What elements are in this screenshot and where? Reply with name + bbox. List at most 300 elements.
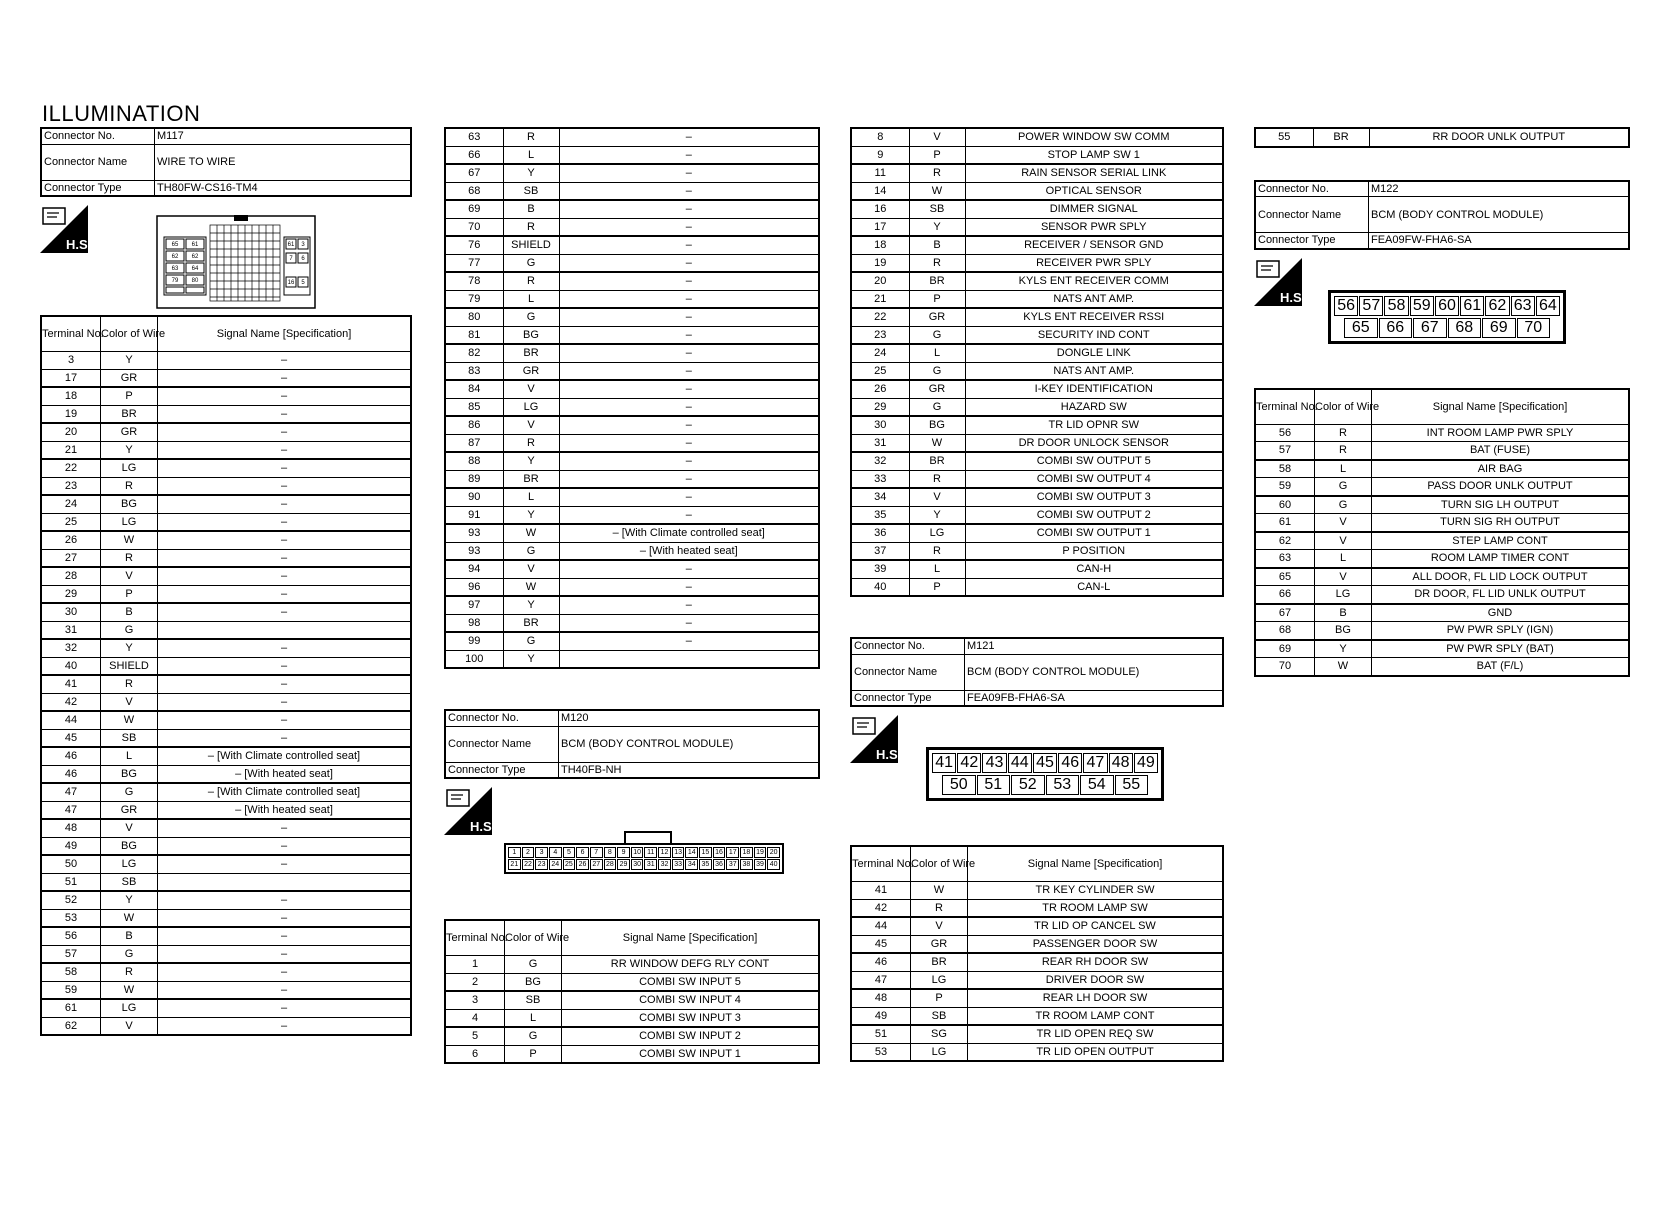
table-row [1255, 550, 1629, 568]
table-row [41, 945, 411, 963]
terminal-no-cell: 58 [1255, 460, 1315, 478]
connector-pin: 54 [1080, 775, 1114, 795]
connector-type-value: TH40FB-NH [559, 762, 820, 778]
signal-name-cell: – [559, 488, 819, 506]
harness-side-icon [850, 715, 902, 763]
terminal-no-cell: 46 [41, 747, 101, 765]
terminal-no-cell: 84 [445, 380, 503, 398]
wire-color-cell: Y [503, 164, 559, 182]
table-row [41, 369, 411, 387]
table-row [445, 362, 819, 380]
wire-color-cell: V [503, 560, 559, 578]
table-row [445, 182, 819, 200]
signal-name-cell: – [559, 578, 819, 596]
wire-color-cell: LG [101, 459, 158, 477]
wire-color-cell: SHIELD [503, 236, 559, 254]
wire-color-cell: GR [101, 801, 158, 819]
table-row [851, 899, 1223, 917]
terminal-no-cell: 29 [41, 585, 101, 603]
wire-color-cell: R [909, 164, 965, 182]
terminal-no-cell: 70 [1255, 658, 1315, 676]
wire-color-cell: LG [503, 398, 559, 416]
table-row [41, 927, 411, 945]
table-row [41, 603, 411, 621]
signal-name-cell: COMBI SW OUTPUT 1 [965, 524, 1223, 542]
terminal-no-cell: 79 [445, 290, 503, 308]
signal-name-cell: – [158, 711, 412, 729]
signal-name-cell: – [158, 657, 412, 675]
terminal-no-cell: 27 [41, 549, 101, 567]
svg-text:5: 5 [301, 280, 305, 286]
hs-label: H.S. [876, 747, 902, 762]
table-row [445, 416, 819, 434]
wire-color-cell: Y [503, 506, 559, 524]
terminal-no-cell: 59 [1255, 478, 1315, 496]
terminal-no-cell: 68 [445, 182, 503, 200]
connector-pin: 56 [1334, 296, 1358, 316]
table-row [41, 765, 411, 783]
terminal-no-cell: 82 [445, 344, 503, 362]
signal-name-cell: – [559, 326, 819, 344]
signal-name-cell: RECEIVER / SENSOR GND [965, 236, 1223, 254]
terminal-no-cell: 49 [851, 1007, 911, 1025]
table-row [851, 362, 1223, 380]
connector-pin: 65 [1344, 318, 1378, 338]
table-row [1255, 460, 1629, 478]
signal-name-cell: BAT (FUSE) [1372, 442, 1630, 460]
signal-name-cell: – [559, 560, 819, 578]
signal-name-cell: – [158, 909, 412, 927]
wire-color-cell: GR [503, 362, 559, 380]
table-row [445, 470, 819, 488]
terminal-no-cell: 56 [1255, 424, 1315, 442]
m120-connector-view [444, 779, 820, 919]
wire-color-cell: BG [909, 416, 965, 434]
signal-name-cell: ALL DOOR, FL LID LOCK OUTPUT [1372, 568, 1630, 586]
wire-color-cell: G [101, 621, 158, 639]
connector-pin: 18 [740, 847, 753, 858]
wire-color-cell: GR [909, 380, 965, 398]
connector-pin: 42 [957, 753, 981, 773]
wire-color-cell: V [503, 380, 559, 398]
signal-name-cell: DR DOOR, FL LID UNLK OUTPUT [1372, 586, 1630, 604]
wire-color-cell: W [101, 909, 158, 927]
table-row [445, 650, 819, 668]
table-row [445, 326, 819, 344]
table-row [41, 891, 411, 909]
connector-pin: 8 [604, 847, 617, 858]
terminal-no-cell: 9 [851, 146, 909, 164]
table-row [1255, 424, 1629, 442]
connector-pin: 1 [508, 847, 521, 858]
terminal-no-cell: 93 [445, 542, 503, 560]
signal-name-cell: TR LID OPNR SW [965, 416, 1223, 434]
terminal-no-cell: 32 [41, 639, 101, 657]
table-row [445, 632, 819, 650]
signal-name-cell: P POSITION [965, 542, 1223, 560]
connector-no-label: Connector No. [1255, 181, 1369, 197]
m121-connector-face [926, 747, 1164, 801]
table-row [851, 1007, 1223, 1025]
terminal-no-cell: 41 [41, 675, 101, 693]
wire-color-cell: LG [101, 855, 158, 873]
wire-color-cell: R [909, 542, 965, 560]
table-row [41, 747, 411, 765]
table-row [1255, 442, 1629, 460]
wire-color-cell: W [101, 711, 158, 729]
wire-color-cell: V [1315, 514, 1372, 532]
signal-name-cell: – [559, 146, 819, 164]
wire-color-cell: R [503, 434, 559, 452]
table-row [851, 416, 1223, 434]
wire-color-cell: G [909, 326, 965, 344]
wire-color-cell: B [1315, 604, 1372, 622]
wire-color-cell: P [101, 387, 158, 405]
terminal-no-cell: 77 [445, 254, 503, 272]
connector-no-label: Connector No. [851, 638, 965, 654]
terminal-no-cell: 96 [445, 578, 503, 596]
hs-label: H.S. [470, 819, 496, 834]
connector-pin: 60 [1435, 296, 1459, 316]
terminal-no-cell: 81 [445, 326, 503, 344]
signal-name-cell: – [559, 182, 819, 200]
wire-color-cell: V [101, 819, 158, 837]
signal-name-cell: NATS ANT AMP. [965, 362, 1223, 380]
terminal-no-cell: 44 [851, 917, 911, 935]
signal-name-cell: – [158, 639, 412, 657]
terminal-no-cell: 35 [851, 506, 909, 524]
wire-color-cell: R [911, 899, 968, 917]
signal-name-cell: – [559, 362, 819, 380]
table-row [41, 549, 411, 567]
table-row [445, 236, 819, 254]
table-row [445, 380, 819, 398]
terminal-no-header: Terminal No. [445, 920, 505, 956]
connector-pin: 29 [617, 859, 630, 870]
table-row [851, 560, 1223, 578]
table-row [851, 236, 1223, 254]
signal-name-cell: STEP LAMP CONT [1372, 532, 1630, 550]
svg-text:62: 62 [171, 254, 179, 260]
terminal-no-cell: 32 [851, 452, 909, 470]
column-3 [850, 127, 1224, 1062]
signal-name-cell: PW PWR SPLY (IGN) [1372, 622, 1630, 640]
connector-pin: 13 [672, 847, 685, 858]
table-row [41, 1017, 411, 1035]
signal-name-cell: – [559, 218, 819, 236]
terminal-no-cell: 44 [41, 711, 101, 729]
wire-color-cell: B [101, 927, 158, 945]
signal-name-cell: – [559, 200, 819, 218]
terminal-no-cell: 70 [445, 218, 503, 236]
svg-text:65: 65 [171, 242, 179, 248]
table-row [445, 1009, 819, 1027]
terminal-no-cell: 100 [445, 650, 503, 668]
connector-pin: 3 [535, 847, 548, 858]
connector-type-value: FEA09FB-FHA6-SA [965, 690, 1224, 706]
svg-text:6: 6 [301, 256, 305, 262]
signal-name-cell: – [158, 477, 412, 495]
terminal-no-cell: 3 [41, 352, 101, 370]
connector-name-value: BCM (BODY CONTROL MODULE) [1369, 197, 1630, 233]
connector-pin: 9 [617, 847, 630, 858]
terminal-no-cell: 3 [445, 991, 505, 1009]
svg-text:3: 3 [301, 242, 305, 248]
wire-color-cell: G [503, 308, 559, 326]
terminal-no-cell: 37 [851, 542, 909, 560]
wire-color-cell: R [503, 128, 559, 146]
table-row [41, 657, 411, 675]
wire-color-cell: BG [1315, 622, 1372, 640]
connector-pin: 23 [535, 859, 548, 870]
wire-color-cell: R [909, 254, 965, 272]
connector-m121-info [850, 637, 1224, 707]
signal-name-cell: PASS DOOR UNLK OUTPUT [1372, 478, 1630, 496]
table-row [1255, 532, 1629, 550]
signal-name-cell: RAIN SENSOR SERIAL LINK [965, 164, 1223, 182]
terminal-no-cell: 49 [41, 837, 101, 855]
signal-name-cell: – [158, 423, 412, 441]
terminal-no-cell: 28 [41, 567, 101, 585]
wire-color-cell: BR [909, 272, 965, 290]
terminal-no-cell: 94 [445, 560, 503, 578]
m120-connector-face [504, 831, 784, 874]
harness-side-icon [40, 205, 92, 253]
signal-name-cell: – [158, 459, 412, 477]
connector-pin: 36 [713, 859, 726, 870]
table-row [851, 524, 1223, 542]
table-row [41, 963, 411, 981]
signal-name-cell: – [559, 452, 819, 470]
signal-name-cell: – [With heated seat] [158, 801, 412, 819]
wire-color-cell: Y [1315, 640, 1372, 658]
svg-text:62: 62 [191, 254, 199, 260]
terminal-no-cell: 51 [41, 873, 101, 891]
signal-name-cell: – [With heated seat] [158, 765, 412, 783]
connector-no-value: M120 [559, 710, 820, 726]
table-row [41, 639, 411, 657]
table-row [41, 405, 411, 423]
connector-pin: 68 [1448, 318, 1482, 338]
terminal-no-cell: 99 [445, 632, 503, 650]
signal-name-cell: – [158, 531, 412, 549]
signal-name-cell: SECURITY IND CONT [965, 326, 1223, 344]
signal-name-cell: – [559, 380, 819, 398]
table-row [851, 882, 1223, 900]
m121-terminal-table-a [850, 845, 1224, 1062]
table-row [851, 917, 1223, 935]
wire-color-cell: SB [503, 182, 559, 200]
m117-connector-face [156, 215, 316, 309]
table-row [1255, 640, 1629, 658]
signal-name-cell: – [With Climate controlled seat] [158, 747, 412, 765]
column-1 [40, 127, 412, 1036]
signal-name-cell: – [559, 344, 819, 362]
table-row [41, 801, 411, 819]
wire-color-cell: G [505, 1027, 562, 1045]
terminal-no-cell: 24 [41, 495, 101, 513]
signal-name-cell: – [559, 290, 819, 308]
terminal-no-cell: 40 [851, 578, 909, 596]
wire-color-cell: R [909, 470, 965, 488]
connector-m120-info [444, 709, 820, 779]
wire-color-cell: V [1315, 532, 1372, 550]
wire-color-cell: G [909, 398, 965, 416]
terminal-no-cell: 23 [41, 477, 101, 495]
signal-name-cell: ROOM LAMP TIMER CONT [1372, 550, 1630, 568]
signal-name-cell: TR KEY CYLINDER SW [968, 882, 1224, 900]
table-row [41, 999, 411, 1017]
wire-color-cell: V [909, 128, 965, 146]
wire-color-cell: SB [911, 1007, 968, 1025]
terminal-no-cell: 83 [445, 362, 503, 380]
table-row [41, 873, 411, 891]
signal-name-cell: – [158, 963, 412, 981]
terminal-no-cell: 80 [445, 308, 503, 326]
wire-color-cell: BR [1313, 128, 1369, 147]
signal-name-cell: – [559, 164, 819, 182]
terminal-no-cell: 62 [1255, 532, 1315, 550]
hs-label: H.S. [66, 237, 92, 252]
signal-name-cell: I-KEY IDENTIFICATION [965, 380, 1223, 398]
signal-name-cell: – [With heated seat] [559, 542, 819, 560]
connector-pin: 58 [1384, 296, 1408, 316]
table-row [851, 146, 1223, 164]
terminal-no-cell: 62 [41, 1017, 101, 1035]
table-row [41, 837, 411, 855]
wire-color-cell: SB [101, 873, 158, 891]
terminal-no-cell: 48 [851, 989, 911, 1007]
signal-name-cell: – [559, 236, 819, 254]
wire-color-cell: BR [503, 344, 559, 362]
connector-name-label: Connector Name [41, 144, 155, 180]
terminal-no-header: Terminal No. [851, 846, 911, 882]
table-row [851, 1025, 1223, 1043]
signal-name-cell: CAN-H [965, 560, 1223, 578]
connector-type-value: TH80FW-CS16-TM4 [155, 180, 412, 196]
connector-pin: 47 [1083, 753, 1107, 773]
signal-name-cell: – [559, 416, 819, 434]
connector-pin: 39 [754, 859, 767, 870]
wire-color-cell: GR [909, 308, 965, 326]
connector-pin: 63 [1511, 296, 1535, 316]
terminal-no-cell: 5 [445, 1027, 505, 1045]
terminal-no-cell: 21 [41, 441, 101, 459]
table-row [851, 326, 1223, 344]
table-row [851, 542, 1223, 560]
signal-name-cell: – [158, 603, 412, 621]
table-row [445, 434, 819, 452]
signal-name-cell: – [158, 1017, 412, 1035]
connector-name-label: Connector Name [851, 654, 965, 690]
connector-pin: 26 [576, 859, 589, 870]
terminal-no-cell: 51 [851, 1025, 911, 1043]
wire-color-cell: SB [505, 991, 562, 1009]
table-row [445, 398, 819, 416]
wire-color-cell: W [1315, 658, 1372, 676]
connector-type-value: FEA09FW-FHA6-SA [1369, 233, 1630, 249]
connector-pin: 61 [1460, 296, 1484, 316]
connector-pin: 51 [977, 775, 1011, 795]
m122-connector-view [1254, 250, 1630, 388]
table-row [445, 218, 819, 236]
m117-connector-view [40, 197, 412, 315]
table-row [445, 524, 819, 542]
table-row [851, 398, 1223, 416]
column-2 [444, 127, 820, 1064]
table-row [41, 441, 411, 459]
table-row [851, 989, 1223, 1007]
signal-name-cell: – [158, 585, 412, 603]
wire-color-cell: L [505, 1009, 562, 1027]
signal-name-cell: RR DOOR UNLK OUTPUT [1369, 128, 1629, 147]
table-row [851, 164, 1223, 182]
table-row [445, 308, 819, 326]
terminal-no-cell: 53 [41, 909, 101, 927]
table-row [851, 578, 1223, 596]
table-row [851, 344, 1223, 362]
wire-color-cell: LG [101, 513, 158, 531]
terminal-no-cell: 97 [445, 596, 503, 614]
table-row [851, 272, 1223, 290]
signal-name-cell: PW PWR SPLY (BAT) [1372, 640, 1630, 658]
signal-name-cell: – [559, 128, 819, 146]
table-row [41, 909, 411, 927]
color-of-wire-header: Color of Wire [1315, 389, 1372, 425]
connector-pin: 66 [1379, 318, 1413, 338]
table-row [445, 344, 819, 362]
connector-pin: 27 [590, 859, 603, 870]
signal-name-cell: NATS ANT AMP. [965, 290, 1223, 308]
wire-color-cell: BG [101, 837, 158, 855]
terminal-no-cell: 2 [445, 973, 505, 991]
wire-color-cell: Y [101, 441, 158, 459]
terminal-no-cell: 26 [851, 380, 909, 398]
terminal-no-cell: 24 [851, 344, 909, 362]
terminal-no-cell: 89 [445, 470, 503, 488]
table-row [851, 128, 1223, 146]
wire-color-cell: L [1315, 550, 1372, 568]
terminal-no-cell: 1 [445, 956, 505, 974]
connector-pin: 38 [740, 859, 753, 870]
svg-text:64: 64 [191, 266, 199, 272]
wire-color-cell: R [503, 272, 559, 290]
table-row [1255, 128, 1629, 147]
connector-pin: 44 [1008, 753, 1032, 773]
signal-name-cell: DIMMER SIGNAL [965, 200, 1223, 218]
wire-color-cell: GR [101, 369, 158, 387]
terminal-no-cell: 18 [851, 236, 909, 254]
signal-name-header: Signal Name [Specification] [562, 920, 820, 956]
terminal-no-cell: 47 [851, 971, 911, 989]
signal-name-header: Signal Name [Specification] [968, 846, 1224, 882]
terminal-no-cell: 76 [445, 236, 503, 254]
signal-name-cell: – [158, 729, 412, 747]
wire-color-cell: Y [503, 650, 559, 668]
connector-no-label: Connector No. [41, 128, 155, 144]
wire-color-cell: B [503, 200, 559, 218]
terminal-no-cell: 23 [851, 326, 909, 344]
wire-color-cell: P [101, 585, 158, 603]
signal-name-cell: – [559, 614, 819, 632]
table-row [851, 380, 1223, 398]
table-row [445, 956, 819, 974]
wire-color-cell: L [909, 344, 965, 362]
table-row [41, 783, 411, 801]
terminal-no-cell: 87 [445, 434, 503, 452]
wire-color-cell: L [1315, 460, 1372, 478]
terminal-no-cell: 56 [41, 927, 101, 945]
